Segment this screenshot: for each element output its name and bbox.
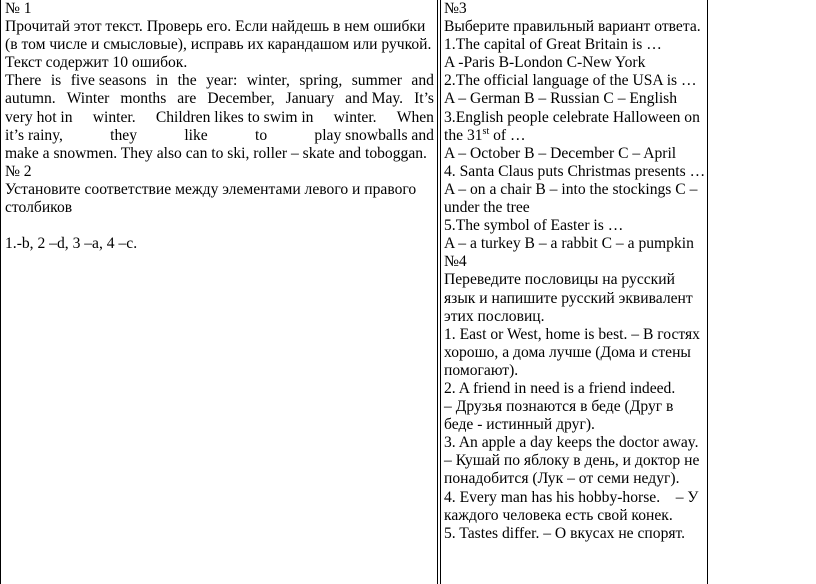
left-column (5, 0, 434, 253)
task-3-instruction: Выберите правильный вариант ответа. (444, 18, 701, 36)
question-3: 3.English people celebrate Halloween on (444, 108, 700, 126)
blank-line (5, 217, 434, 235)
question-5-options: A – a turkey B – a rabbit C – a pumpkin (444, 235, 694, 253)
table-border-middle-b (440, 0, 441, 584)
question-3-continued: the 31st of … (444, 125, 526, 144)
proverb-1-continued: хорошо, а дома лучше (Дома и стены (444, 343, 691, 361)
question-5: 5.The symbol of Easter is … (444, 217, 624, 235)
task-2 (5, 163, 434, 253)
question-4-options-continued: under the tree (444, 199, 530, 217)
task-1-text-line: autumn. Winter months are December, January and May. It’s (5, 90, 434, 108)
question-4-options: A – on a chair B – into the stockings C – (444, 180, 698, 198)
task-2-answer: 1.-b, 2 –d, 3 –a, 4 –c. (5, 235, 138, 253)
question-2-options: A – German B – Russian C – English (444, 90, 678, 108)
proverb-3-continued: – Кушай по яблоку в день, и доктор не (444, 452, 700, 470)
task-4 (444, 253, 704, 543)
table-border-right (707, 0, 708, 584)
task-4-instruction-line: язык и напишите русский эквивалент (444, 289, 693, 307)
question-2: 2.The official language of the USA is … (444, 72, 697, 90)
task-1-instruction-line: Прочитай этот текст. Проверь его. Если найдешь в нем ошибки (5, 18, 426, 36)
task-2-instruction-line: столбиков (5, 199, 73, 217)
question-4: 4. Santa Claus puts Christmas presents … (444, 162, 706, 180)
table-border-left (0, 0, 1, 584)
task-2-instruction-line: Установите соответствие между элементами левого и правого (5, 180, 417, 198)
task-1-text-line: There is five seasons in the year: winter, spring, summer and (5, 72, 434, 90)
proverb-2-continued: – Друзья познаются в беде (Друг в (444, 398, 674, 416)
question-1: 1.The capital of Great Britain is … (444, 36, 662, 54)
question-3-options: A – October B – December C – April (444, 144, 677, 162)
ordinal-suffix: st (482, 125, 490, 137)
task-4-heading: №4 (444, 253, 467, 271)
proverb-4: 4. Every man has his hobby-horse. – У (444, 488, 699, 506)
task-3-heading: №3 (444, 0, 467, 17)
task-1-instruction-line: (в том числе и смысловые), исправь их карандашом или ручкой. (5, 36, 432, 54)
proverb-2-continued: беде - истинный друг). (444, 416, 595, 434)
question-1-options: A -Paris B-London C-New York (444, 54, 646, 72)
proverb-2: 2. A friend in need is a friend indeed. (444, 379, 676, 397)
table-border-middle-a (437, 0, 438, 584)
task-1-instruction-line: Текст содержит 10 ошибок. (5, 54, 188, 72)
proverb-1: 1. East or West, home is best. – В гостях (444, 325, 700, 343)
task-1 (5, 0, 434, 163)
task-1-text-line: very hot in winter. Children likes to swim in winter. When (5, 108, 434, 126)
task-1-heading: № 1 (5, 0, 32, 17)
task-4-instruction-line: Переведите пословицы на русский (444, 271, 675, 289)
proverb-4-continued: каждого человека есть свой конек. (444, 506, 673, 524)
proverb-1-continued: помогают). (444, 361, 519, 379)
proverb-5: 5. Tastes differ. – О вкусах не спорят. (444, 524, 686, 542)
proverb-3-continued: понадобится (Лук – от семи недуг). (444, 470, 680, 488)
proverb-3: 3. An apple a day keeps the doctor away. (444, 434, 699, 452)
right-column (444, 0, 704, 543)
task-2-heading: № 2 (5, 162, 32, 180)
task-3 (444, 0, 704, 253)
task-1-text-line: make a snowmen. They also can to ski, roller – skate and toboggan. (5, 144, 427, 162)
task-1-text-line: it’s rainy, they like to play snowballs and (5, 126, 434, 144)
task-4-instruction-line: этих пословиц. (444, 307, 545, 325)
